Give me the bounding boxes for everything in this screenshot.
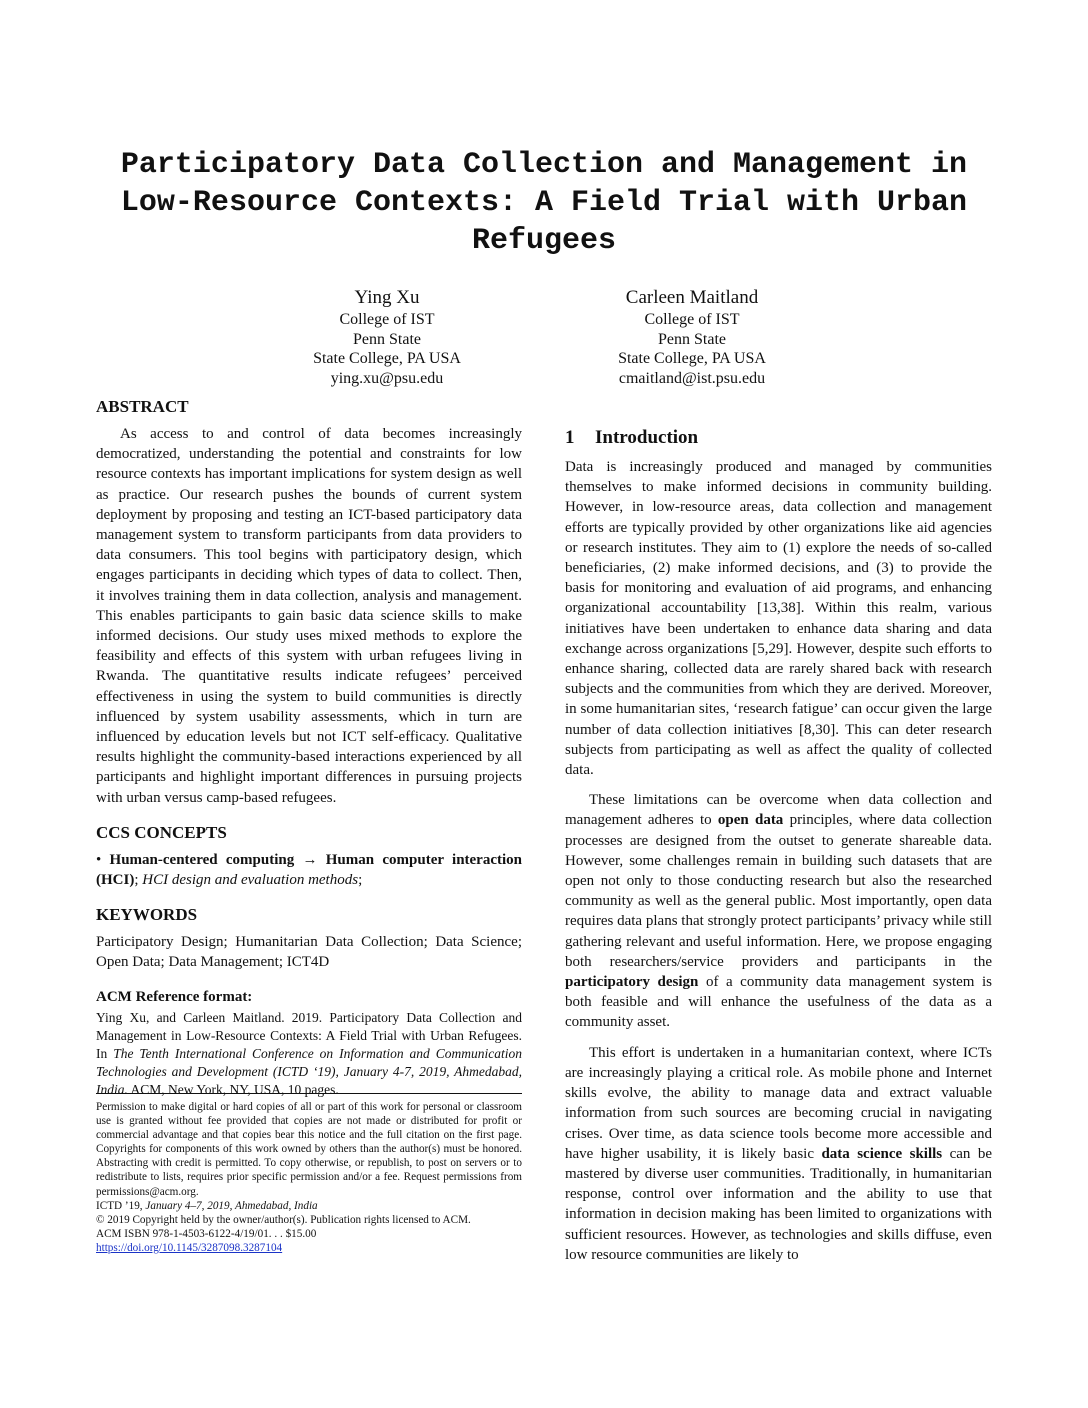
venue-prefix: ICTD ’19, xyxy=(96,1199,146,1212)
text-run: can be mastered by diverse user communities. Traditionally, in humanitarian response, control over information and the ability to use that information in decision making has been limited to organizations with sufficient resources. However, as technologies and skills diffuse, even low resource communities are likely to xyxy=(565,1145,992,1263)
paper-title: Participatory Data Collection and Management in Low-Resource Contexts: A Field Trial with Urban Refugees xyxy=(120,148,968,258)
section-title: Introduction xyxy=(595,427,699,448)
ccs-sep: ; xyxy=(134,872,143,889)
ccs-bullet: • xyxy=(96,851,102,868)
abstract-heading: ABSTRACT xyxy=(96,397,189,416)
acm-ref-heading: ACM Reference format: xyxy=(96,988,253,1005)
author-block-2 xyxy=(552,286,832,388)
acm-ref-text1: Ying Xu, and Carleen Maitland. 2019. Participatory Data Collection and Management in Low-Resource Contexts: A Field Trial with Urban Refugees. In xyxy=(96,1009,522,1061)
abstract-text: As access to and control of data becomes increasingly democratized, understanding the potential and constraints for low resource contexts has important implications for system design as well as practice. Our research pushes the bounds of current system deployment by proposing and testing an ICT-based participatory data management system to transform participants from data providers to data consumers. This tool begins with participatory design, which engages participants in deciding which types of data to collect. Then, it involves training them in data collection, analysis and management. This enables participants to gain basic data science skills to make informed decisions. Our study uses mixed methods to explore the feasibility and effects of this system with urban refugees living in Rwanda. The quantitative results indicate refugees’ perceived effectiveness in using the system to build communities is directly influenced by system usability assessments, which in turn are influenced by education levels but not ICT self-efficacy. Qualitative results highlight the community-based interactions experienced by all participants and highlight important differences in pursuing projects with urban versus camp-based refugees. xyxy=(96,426,522,806)
author-name: Carleen Maitland xyxy=(625,287,759,308)
author-org: Penn State xyxy=(353,330,421,348)
emphasis-data-science-skills: data science skills xyxy=(821,1145,943,1162)
text-run: principles, where data collection processes are designed from the outset to generate shareable data. However, some challenges remain in building such datasets that are open not only to those conducting research but also the researched community as well as the general public. Most importantly, open data requires data plans that strongly protect participants’ privacy while still gathering relevant and useful information. Here, we propose engaging both researchers/service providers and participants in the xyxy=(565,812,992,970)
text-run: These limitations can be overcome when data collection and management adheres to xyxy=(565,792,992,829)
author-email: ying.xu@psu.edu xyxy=(330,369,444,387)
ccs-end: ; xyxy=(358,872,363,889)
author-dept: College of IST xyxy=(339,311,435,328)
venue-italic: January 4–7, 2019, Ahmedabad, India xyxy=(145,1199,318,1212)
ccs-heading: CCS CONCEPTS xyxy=(96,822,227,842)
ccs-bold: Human-centered computing → Human computer interaction (HCI) xyxy=(96,851,523,889)
copyright-line: © 2019 Copyright held by the owner/author(s). Publication rights licensed to ACM. xyxy=(96,1213,471,1226)
acm-ref-venue: The Tenth International Conference on Information and Communication Technologies and Development (ICTD ‘19), January 4-7, 2019, Ahmedabad, India. xyxy=(96,1045,522,1097)
emphasis-open-data: open data xyxy=(717,812,784,829)
left-column xyxy=(96,396,522,1099)
permission-text: Permission to make digital or hard copies of all or part of this work for personal or classroom use is granted without fee provided that copies are not made or distributed for profit or commercial advantage and that copies bear this notice and the full citation on the first page. Copyrights for components of this work owned by others than the author(s) must be honored. Abstracting with credit is permitted. To copy otherwise, or republish, to post on servers or to redistribute to lists, requires prior specific permission and/or a fee. Request permissions from permissions@acm.org. xyxy=(96,1101,522,1198)
keywords-heading: KEYWORDS xyxy=(96,905,198,925)
keywords-text: Participatory Design; Humanitarian Data Collection; Data Science; Open Data; Data Management; ICT4D xyxy=(96,934,522,971)
acm-ref-text2: ACM, New York, NY, USA, 10 pages. xyxy=(127,1081,339,1097)
emphasis-participatory-design: participatory design xyxy=(565,974,699,991)
author-org: Penn State xyxy=(658,330,726,348)
text-run: This effort is undertaken in a humanitarian context, where ICTs are increasingly playing a critical role. As mobile phone and Internet skills evolve, the ability to manage data and extract valuable information from such sources are becoming crucial in navigating crises. Over time, as data science tools become more accessible and have higher usability, it is likely basic xyxy=(565,1044,992,1162)
acm-ref-text xyxy=(96,1009,522,1099)
author-block-1 xyxy=(247,286,527,388)
author-dept: College of IST xyxy=(644,311,740,328)
author-location: State College, PA USA xyxy=(618,350,766,367)
intro-heading xyxy=(565,425,992,451)
venue-line xyxy=(96,1199,522,1213)
intro-paragraph-3 xyxy=(565,1043,992,1265)
section-number: 1 xyxy=(565,427,575,448)
doi-link[interactable]: https://doi.org/10.1145/3287098.3287104 xyxy=(96,1241,283,1254)
isbn-line: ACM ISBN 978-1-4503-6122-4/19/01. . . $15.00 xyxy=(96,1227,317,1240)
footnote-rule xyxy=(96,1093,522,1094)
ccs-text xyxy=(96,850,522,890)
right-column xyxy=(565,425,992,1265)
intro-paragraph-1: Data is increasingly produced and managed by communities themselves to make informed decisions in community building. However, in low-resource areas, data collection and management efforts are typically provided by other organizations like aid agencies or research institutes. They aim to (1) explore the needs of so-called beneficiaries, (2) make informed decisions, and (3) to provide the basis for monitoring and evaluation of aid programs, and enhancing organizational accountability [13,38]. Within this realm, various initiatives have been undertaken to enhance data sharing and data exchange across organizations [5,29]. However, despite such efforts to enhance sharing, collected data are rarely shared back with research subjects and the communities from which they are derived. Moreover, in some humanitarian sites, ‘research fatigue’ can occur given the large number of data collection initiatives [8,30]. This can deter research subjects from participating as well as affect the quality of collected data. xyxy=(565,459,992,779)
ccs-italic: HCI design and evaluation methods xyxy=(142,872,359,889)
permission-block xyxy=(96,1093,522,1255)
intro-paragraph-2 xyxy=(565,790,992,1032)
author-name: Ying Xu xyxy=(354,287,420,308)
author-email: cmaitland@ist.psu.edu xyxy=(618,369,766,387)
text-run: of a community data management system is both feasible and will enhance the usefulness of the data as a community asset. xyxy=(565,974,992,1031)
author-location: State College, PA USA xyxy=(313,350,461,367)
